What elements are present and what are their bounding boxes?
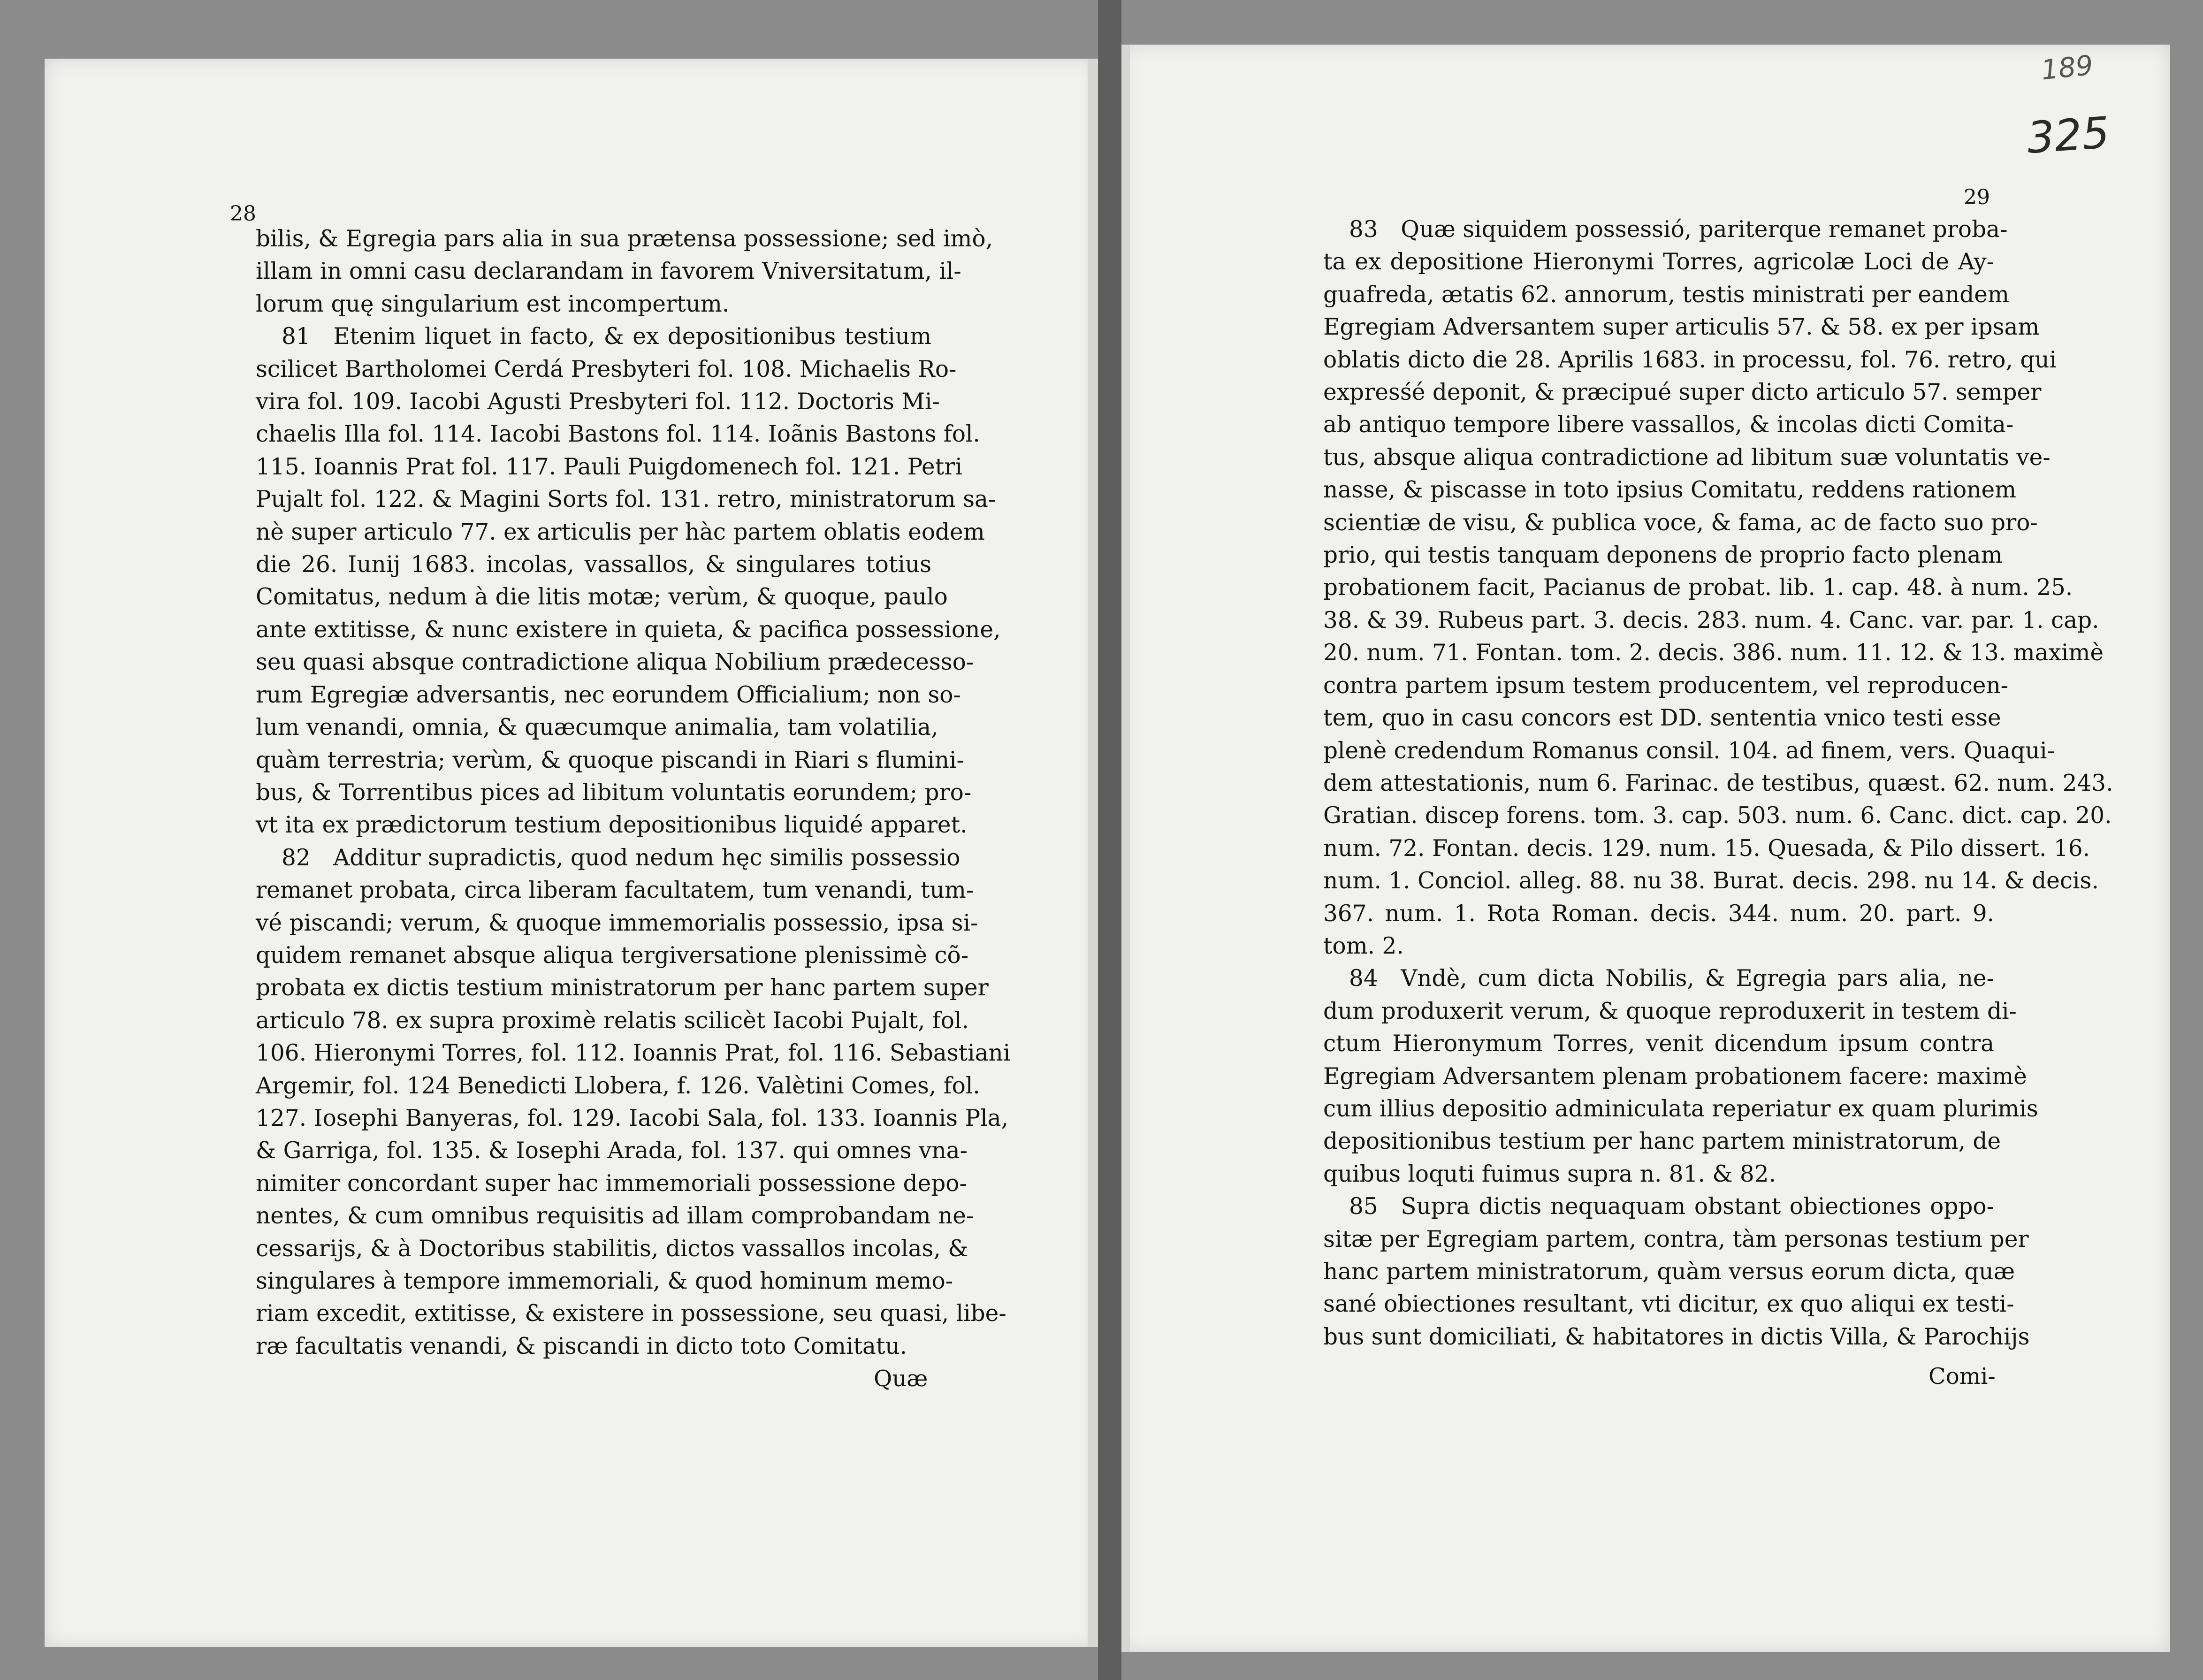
book-spine <box>1098 0 1121 1680</box>
text-line: quidem remanet absque aliqua tergiversatione plenissimè cõ- <box>256 942 969 969</box>
text-line: num. 72. Fontan. decis. 129. num. 15. Quesada, & Pilo dissert. 16. <box>1323 835 2090 862</box>
text-line: rum Egregiæ adversantis, nec eorundem Officialium; non so- <box>256 681 961 708</box>
text-line: cum illius depositio adminiculata reperiatur ex quam plurimis <box>1323 1095 2038 1122</box>
text-line: ante extitisse, & nunc existere in quieta, & pacifica possessione, <box>256 616 1001 643</box>
text-line: nasse, & piscasse in toto ipsius Comitatu, reddens rationem <box>1323 477 2017 504</box>
text-line: Egregiam Adversantem super articulis 57. & 58. ex per ipsam <box>1323 314 2040 341</box>
text-line: nè super articulo 77. ex articulis per hàc partem oblatis eodem <box>256 519 985 545</box>
text-line: Egregiam Adversantem plenam probationem facere: maximè <box>1323 1063 2027 1090</box>
text-line: 115. Ioannis Prat fol. 117. Pauli Puigdomenech fol. 121. Petri <box>256 453 962 480</box>
text-line: nentes, & cum omnibus requisitis ad illam comprobandam ne- <box>256 1203 974 1229</box>
text-line: tem, quo in casu concors est DD. sententia vnico testi esse <box>1323 705 2001 732</box>
text-line: scientiæ de visu, & publica voce, & fama, ac de facto suo pro- <box>1323 509 2038 536</box>
left-page-text <box>256 223 1011 1363</box>
text-line: vé piscandi; verum, & quoque immemorialis possessio, ipsa si- <box>256 909 978 936</box>
text-line: prio, qui testis tanquam deponens de proprio facto plenam <box>1323 542 2003 569</box>
text-line: Pujalt fol. 122. & Magini Sorts fol. 131. retro, ministratorum sa- <box>256 486 996 513</box>
text-line: Gratian. discep forens. tom. 3. cap. 503. num. 6. Canc. dict. cap. 20. <box>1323 802 2112 829</box>
text-line: Comitatus, nedum à die litis motæ; verùm, & quoque, paulo <box>256 584 948 611</box>
text-line: ab antiquo tempore libere vassallos, & incolas dicti Comita- <box>1323 412 2014 438</box>
text-line: quibus loquti fuimus supra n. 81. & 82. <box>1323 1161 1776 1187</box>
text-line: bilis, & Egregia pars alia in sua prætensa possessione; sed imò, <box>256 226 993 252</box>
text-line: tom. 2. <box>1323 932 1404 959</box>
text-line: plenè credendum Romanus consil. 104. ad finem, vers. Quaqui- <box>1323 737 2055 764</box>
text-line: chaelis Illa fol. 114. Iacobi Bastons fol. 114. Ioãnis Bastons fol. <box>256 421 980 448</box>
text-line: num. 1. Conciol. alleg. 88. nu 38. Burat. decis. 298. nu 14. & decis. <box>1323 868 2099 894</box>
text-line: hanc partem ministratorum, quàm versus eorum dicta, quæ <box>1323 1259 2015 1285</box>
text-line: depositionibus testium per hanc partem ministratorum, de <box>1323 1128 2001 1155</box>
text-line: expresśé deponit, & præcipué super dicto articulo 57. semper <box>1323 379 2042 406</box>
text-line: Argemir, fol. 124 Benedicti Llobera, f. 126. Valètini Comes, fol. <box>256 1072 980 1099</box>
text-line: 20. num. 71. Fontan. tom. 2. decis. 386. num. 11. 12. & 13. maximè <box>1323 640 2104 666</box>
text-line: oblatis dicto die 28. Aprilis 1683. in processu, fol. 76. retro, qui <box>1323 346 2057 373</box>
text-line: probationem facit, Pacianus de probat. lib. 1. cap. 48. à num. 25. <box>1323 574 2073 601</box>
text-line: 83 Quæ siquidem possessió, pariterque remanet proba- <box>1349 216 2008 243</box>
text-line: 82 Additur supradictis, quod nedum hęc similis possessio <box>282 844 960 871</box>
text-line: ræ facultatis venandi, & piscandi in dicto toto Comitatu. <box>256 1333 907 1359</box>
text-line: lorum quę singularium est incompertum. <box>256 290 730 317</box>
right-page-edge <box>1121 45 1130 1652</box>
text-line: 84 Vndè, cum dicta Nobilis, & Egregia pars alia, ne- <box>1349 965 1994 992</box>
text-line: vt ita ex prædictorum testium depositionibus liquidé apparet. <box>256 812 968 839</box>
text-line: tus, absque aliqua contradictione ad libitum suæ voluntatis ve- <box>1323 444 2051 471</box>
text-line: ta ex depositione Hieronymi Torres, agricolæ Loci de Ay- <box>1323 249 1994 275</box>
left-catchword: Quæ <box>874 1366 928 1392</box>
handwritten-folio-number: 325 <box>2025 107 2112 163</box>
handwritten-crossed-folio: 189 <box>2039 49 2095 86</box>
text-line: bus sunt domiciliati, & habitatores in dictis Villa, & Parochijs <box>1323 1323 2030 1350</box>
text-line: die 26. Iunij 1683. incolas, vassallos, & singulares totius <box>256 551 931 578</box>
text-line: singulares à tempore immemoriali, & quod hominum memo- <box>256 1268 953 1294</box>
text-line: vira fol. 109. Iacobi Agusti Presbyteri fol. 112. Doctoris Mi- <box>256 389 940 415</box>
text-line: sané obiectiones resultant, vti dicitur, ex quo aliqui ex testi- <box>1323 1291 2014 1318</box>
right-page-number: 29 <box>1964 185 1990 209</box>
text-line: seu quasi absque contradictione aliqua Nobilium prædecesso- <box>256 649 974 676</box>
text-line: dem attestationis, num 6. Farinac. de testibus, quæst. 62. num. 243. <box>1323 770 2113 796</box>
left-page-edge <box>1088 59 1098 1647</box>
text-line: remanet probata, circa liberam facultatem, tum venandi, tum- <box>256 877 974 904</box>
text-line: 85 Supra dictis nequaquam obstant obiectiones oppo- <box>1349 1193 1994 1220</box>
text-line: 367. num. 1. Rota Roman. decis. 344. num. 20. part. 9. <box>1323 900 1994 927</box>
text-line: bus, & Torrentibus pices ad libitum voluntatis eorundem; pro- <box>256 779 972 806</box>
text-line: contra partem ipsum testem producentem, vel reproducen- <box>1323 672 2009 699</box>
text-line: sitæ per Egregiam partem, contra, tàm personas testium per <box>1323 1226 2029 1252</box>
text-line: riam excedit, extitisse, & existere in possessione, seu quasi, libe- <box>256 1300 1006 1327</box>
text-line: 38. & 39. Rubeus part. 3. decis. 283. num. 4. Canc. var. par. 1. cap. <box>1323 607 2099 634</box>
text-line: probata ex dictis testium ministratorum per hanc partem super <box>256 975 989 1001</box>
text-line: nimiter concordant super hac immemoriali possessione depo- <box>256 1170 967 1197</box>
text-line: lum venandi, omnia, & quæcumque animalia, tam volatilia, <box>256 714 938 741</box>
text-line: 106. Hieronymi Torres, fol. 112. Ioannis Prat, fol. 116. Sebastiani <box>256 1040 1011 1067</box>
right-catchword: Comi- <box>1929 1363 1996 1390</box>
text-line: & Garriga, fol. 135. & Iosephi Arada, fol. 137. qui omnes vna- <box>256 1138 968 1164</box>
right-page-text <box>1323 214 2113 1353</box>
text-line: articulo 78. ex supra proximè relatis scilicèt Iacobi Pujalt, fol. <box>256 1007 969 1034</box>
text-line: quàm terrestria; verùm, & quoque piscandi in Riari s flumini- <box>256 747 964 773</box>
text-line: 81 Etenim liquet in facto, & ex depositionibus testium <box>282 323 931 350</box>
text-line: dum produxerit verum, & quoque reproduxerit in testem di- <box>1323 998 2017 1024</box>
text-line: guafreda, ætatis 62. annorum, testis ministrati per eandem <box>1323 281 2009 308</box>
text-line: scilicet Bartholomei Cerdá Presbyteri fol. 108. Michaelis Ro- <box>256 356 957 382</box>
text-line: illam in omni casu declarandam in favorem Vniversitatum, il- <box>256 258 961 285</box>
text-line: ctum Hieronymum Torres, venit dicendum ipsum contra <box>1323 1031 1994 1057</box>
left-page-number: 28 <box>230 202 256 226</box>
text-line: 127. Iosephi Banyeras, fol. 129. Iacobi Sala, fol. 133. Ioannis Pla, <box>256 1105 1008 1131</box>
text-line: cessarijs, & à Doctoribus stabilitis, dictos vassallos incolas, & <box>256 1235 968 1262</box>
